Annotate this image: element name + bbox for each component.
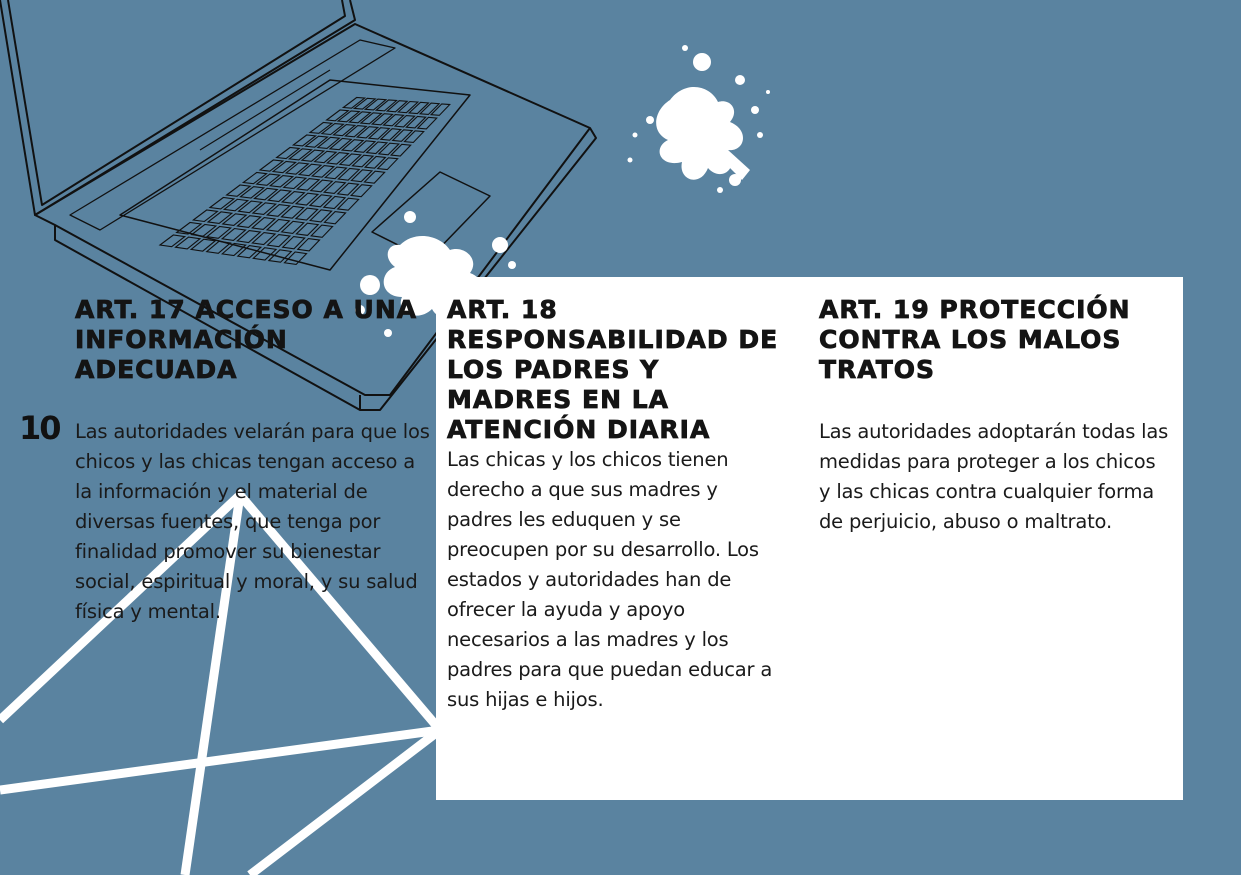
keyboard-key [324,182,345,194]
keyboard-key [253,203,276,215]
article-18 [447,295,787,715]
keyboard-key [296,193,318,205]
keyboard-key [315,151,337,162]
keyboard-key [268,190,291,202]
keyboard-key [241,187,264,198]
keyboard-key [267,205,289,217]
keyboard-key [404,131,423,143]
keyboard-key [253,248,276,260]
keyboard-key [210,198,234,209]
keyboard-key [296,223,318,235]
keyboard-key [369,128,389,139]
keyboard-key [222,229,245,241]
keyboard-key [257,174,280,185]
keyboard-key [340,154,361,166]
article-body: Las chicas y los chicos tienen derecho a que sus madres y padres les eduquen y se preocupen por su desarrollo. Los estados y autoridades han de ofrecer la ayuda y apoyo necesarios a las madres y los padres para que puedan educar a sus hijas e hijos. [447,448,773,711]
keyboard-key [252,233,275,245]
keyboard-key [224,199,247,210]
keyboard-key [270,176,293,187]
keyboard-key [282,221,304,233]
keyboard-key [318,137,340,148]
keyboard-key [338,168,359,180]
keyboard-key [239,201,262,213]
keyboard-key [296,208,318,220]
keyboard-key [268,235,290,247]
keyboard-key [269,250,291,262]
keyboard-key [365,156,385,168]
keyboard-key [418,117,437,129]
keyboard-key [160,235,185,247]
keyboard-key [283,237,305,249]
keyboard-key [193,210,217,221]
keyboard-key [299,164,321,175]
keyboard-key [282,206,304,218]
keyboard-key [325,167,346,179]
keyboard-key [351,170,372,182]
keyboard-key [277,148,300,159]
keyboard-key [353,155,374,167]
keyboard-key [302,150,324,161]
keyboard-key [284,177,306,189]
keyboard-key [208,212,232,224]
article-19 [819,295,1169,537]
keyboard-key [223,214,246,226]
article-title: ART. 18 RESPONSABILIDAD DE LOS PADRES Y MADRES EN LA ATENCIÓN DIARIA [447,295,779,444]
keyboard-key [330,138,351,149]
keyboard-key [176,237,200,249]
keyboard-key [354,141,375,152]
keyboard-key [327,153,348,164]
keyboard-key [273,161,296,172]
article-title: ART. 19 PROTECCIÓN CONTRA LOS MALOS TRATOS [819,295,1131,384]
keyboard-key [207,227,231,239]
keyboard-key [406,116,425,127]
keyboard-key [237,231,260,243]
keyboard-key [311,180,333,192]
article-body: Las autoridades adoptarán todas las medidas para proteger a los chicos y las chicas contra cualquier forma de perjuicio, abuso o maltrato. [819,420,1169,533]
keyboard-key [289,149,311,160]
keyboard-key [364,171,384,183]
keyboard-key [379,143,399,155]
article-title: ART. 17 ACCESO A UNA INFORMACIÓN ADECUADA [75,295,418,384]
article-body: Las autoridades velarán para que los chicos y las chicas tengan acceso a la información y el material de diversas fuentes, que tenga por finalidad promover su bienestar social, espiritual y moral, y su salud física y mental. [75,420,430,623]
keyboard-key [351,185,372,197]
keyboard-key [252,218,275,230]
keyboard-key [381,129,401,140]
keyboard-key [338,183,359,195]
keyboard-key [254,188,277,199]
article-17 [75,295,430,627]
keyboard-key [282,192,304,204]
keyboard-key [310,195,332,207]
keyboard-key [298,239,320,251]
keyboard-key [310,210,331,222]
keyboard-key [260,160,283,171]
keyboard-key [393,130,413,142]
keyboard-key [297,179,319,191]
keyboard-key [312,166,334,178]
keyboard-key [286,163,308,174]
keyboard-key [267,219,289,231]
keyboard-key [342,140,363,151]
keyboard-key [238,216,261,228]
keyboard-key [191,239,215,251]
keyboard-key [391,144,411,156]
keyboard-key [243,173,266,184]
page-number: 10 [19,409,60,447]
keyboard-key [378,158,398,170]
keyboard-key [227,185,251,196]
keyboard-key [311,225,332,237]
keyboard-key [367,142,387,154]
paint-splatter-icon [590,40,790,200]
